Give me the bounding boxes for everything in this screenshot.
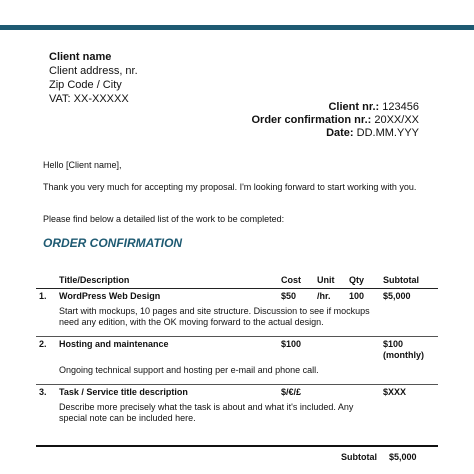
row-subtotal: $100 (monthly) (383, 339, 424, 360)
date-label: Date: (326, 127, 354, 139)
order-meta (252, 101, 420, 140)
total-label: Subtotal (341, 452, 377, 462)
order-nr-label: Order confirmation nr.: (251, 114, 372, 126)
section-title: ORDER CONFIRMATION (43, 236, 183, 250)
row-subtotal: $5,000 (383, 291, 411, 301)
total-row (36, 445, 438, 462)
row-cost: $50 (281, 291, 297, 301)
row-unit (314, 385, 346, 401)
client-address: Client address, nr. (49, 65, 138, 77)
greeting: Hello [Client name], (43, 160, 122, 170)
client-nr-line (252, 101, 420, 114)
row-number: 2. (39, 339, 47, 349)
row-unit: /hr. (317, 291, 331, 301)
table-row (36, 385, 438, 401)
row-title: Task / Service title description (59, 387, 188, 397)
row-qty: 100 (349, 291, 365, 301)
row-description: Start with mockups, 10 pages and site structure. Discussion to see if mockups need any edition, with the OK moving forward to the actual design. (59, 306, 370, 327)
date-value: DD.MM.YYY (356, 127, 419, 139)
row-title: Hosting and maintenance (59, 339, 169, 349)
row-unit (314, 337, 346, 364)
row-title: WordPress Web Design (59, 291, 161, 301)
row-cost: $100 (281, 339, 302, 349)
order-nr-value: 20XX/XX (374, 114, 419, 126)
order-nr-line (252, 114, 420, 127)
table-row (36, 289, 438, 305)
row-description: Ongoing technical support and hosting per e-mail and phone call. (59, 365, 319, 375)
row-number: 3. (39, 387, 47, 397)
row-description: Describe more precisely what the task is about and what it's included. Any special note can be included here. (59, 402, 354, 423)
client-nr-value: 123456 (382, 101, 419, 113)
date-line (252, 127, 420, 140)
client-block (49, 50, 138, 106)
total-value: $5,000 (389, 452, 417, 462)
client-zip-city: Zip Code / City (49, 79, 122, 91)
header-accent-bar (0, 25, 474, 30)
client-name: Client name (49, 51, 112, 63)
client-vat: VAT: XX-XXXXX (49, 93, 129, 105)
header-unit: Unit (314, 273, 346, 289)
client-nr-label: Client nr.: (328, 101, 380, 113)
table-row (36, 337, 438, 364)
header-subtotal: Subtotal (380, 273, 438, 289)
order-table (36, 273, 438, 432)
header-cost: Cost (278, 273, 314, 289)
row-number: 1. (39, 291, 47, 301)
table-row-description (36, 363, 438, 384)
header-title-description: Title/Description (56, 273, 278, 289)
list-intro: Please find below a detailed list of the work to be completed: (43, 214, 285, 224)
table-header-row (36, 273, 438, 289)
row-qty (346, 385, 380, 401)
table-row-description (36, 304, 438, 336)
row-cost: $/€/£ (281, 387, 302, 397)
header-qty: Qty (346, 273, 380, 289)
table-row-description (36, 400, 438, 432)
row-qty (346, 337, 380, 364)
row-subtotal: $XXX (383, 387, 407, 397)
intro-paragraph: Thank you very much for accepting my proposal. I'm looking forward to start working with you. (43, 182, 417, 192)
